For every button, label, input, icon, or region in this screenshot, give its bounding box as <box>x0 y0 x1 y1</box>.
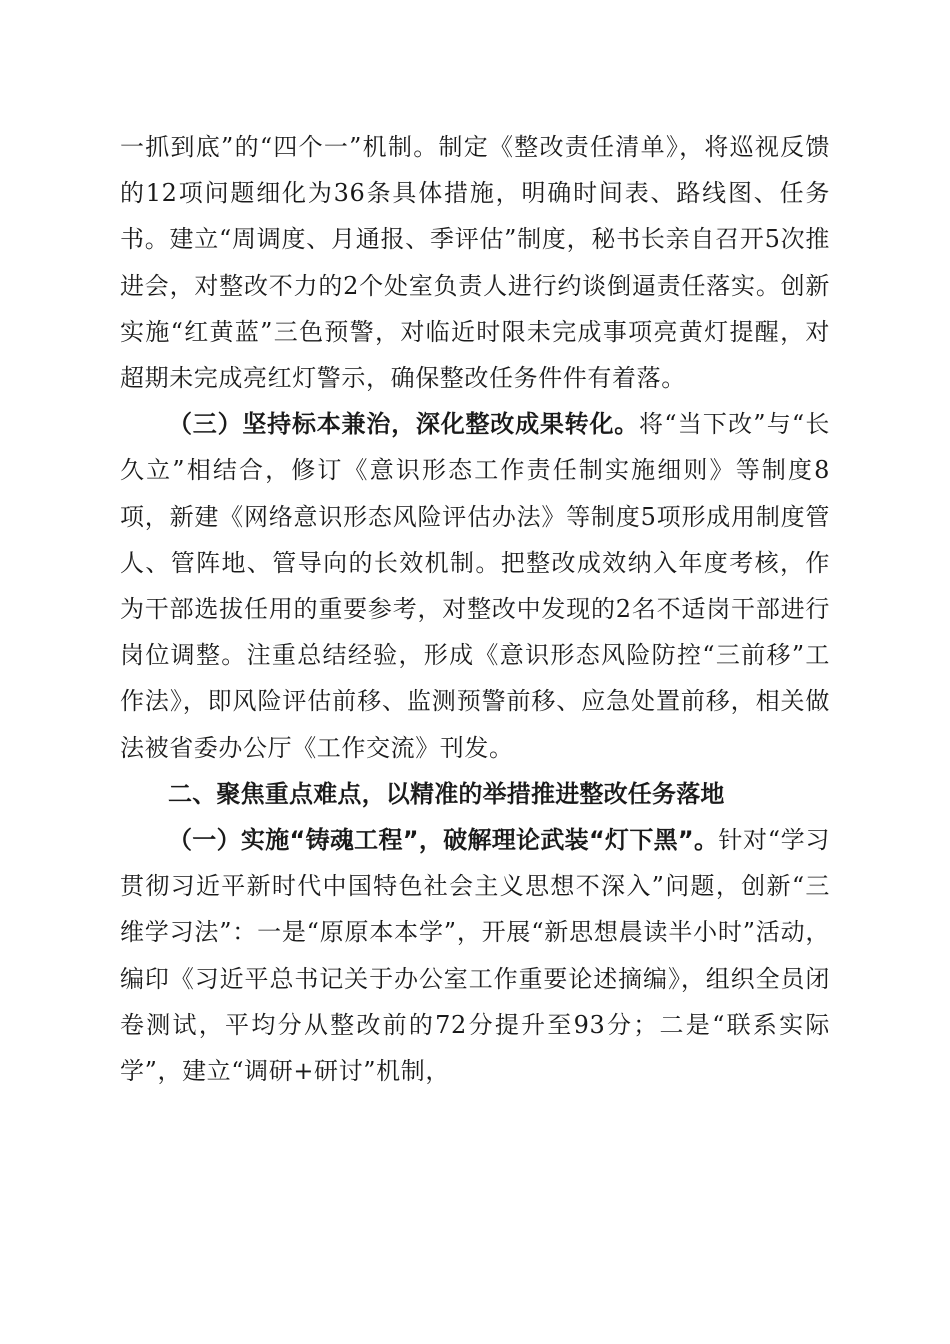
paragraph-lead-heading: （一）实施“铸魂工程”，破解理论武装“灯下黑”。 <box>168 826 719 855</box>
section-heading: 二、聚焦重点难点，以精准的举措推进整改任务落地 <box>168 779 725 808</box>
document-body <box>120 124 830 1094</box>
paragraph-outcome-transformation <box>120 401 830 771</box>
paragraph-soul-forging-project <box>120 817 830 1094</box>
paragraph-lead-heading: （三）坚持标本兼治，深化整改成果转化。 <box>168 410 640 439</box>
paragraph-text: 一抓到底”的“四个一”机制。制定《整改责任清单》，将巡视反馈的12项问题细化为36条具体措施，明确时间表、路线图、任务书。建立“周调度、月通报、季评估”制度，秘书长亲自召开5次推进会，对整改不力的2个处室负责人进行约谈倒逼责任落实。创新实施“红黄蓝”三色预警，对临近时限未完成事项亮黄灯提醒，对超期未完成亮红灯警示，确保整改任务件件有着落。 <box>120 133 830 393</box>
paragraph-responsibility-mechanism <box>120 124 830 401</box>
paragraph-text: 针对“学习贯彻习近平新时代中国特色社会主义思想不深入”问题，创新“三维学习法”：一是“原原本本学”，开展“新思想晨读半小时”活动，编印《习近平总书记关于办公室工作重要论述摘编》，组织全员闭卷测试，平均分从整改前的72分提升至93分；二是“联系实际学”，建立“调研+研讨”机制， <box>120 826 830 1086</box>
paragraph-text: 将“当下改”与“长久立”相结合，修订《意识形态工作责任制实施细则》等制度8项，新建《网络意识形态风险评估办法》等制度5项形成用制度管人、管阵地、管导向的长效机制。把整改成效纳入年度考核，作为干部选拔任用的重要参考，对整改中发现的2名不适岗干部进行岗位调整。注重总结经验，形成《意识形态风险防控“三前移”工作法》，即风险评估前移、监测预警前移、应急处置前移，相关做法被省委办公厅《工作交流》刊发。 <box>120 410 830 762</box>
